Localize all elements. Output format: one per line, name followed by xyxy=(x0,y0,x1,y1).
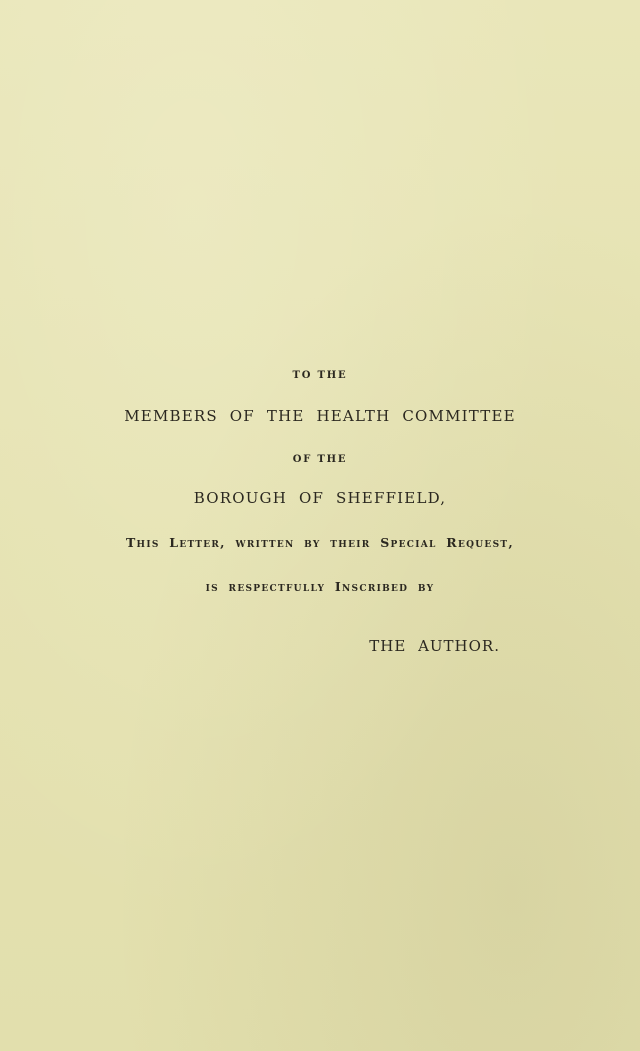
letter-request-line: This Letter, written by their Special Request, xyxy=(125,535,515,550)
of-the-line: OF THE xyxy=(292,454,348,465)
borough-line: BOROUGH OF SHEFFIELD, xyxy=(193,489,447,507)
to-the-line: TO THE xyxy=(292,370,348,381)
health-committee-line: MEMBERS OF THE HEALTH COMMITTEE xyxy=(124,407,516,425)
inscribed-line: is respectfully Inscribed by xyxy=(205,579,435,594)
author-signature: THE AUTHOR. xyxy=(369,637,500,655)
